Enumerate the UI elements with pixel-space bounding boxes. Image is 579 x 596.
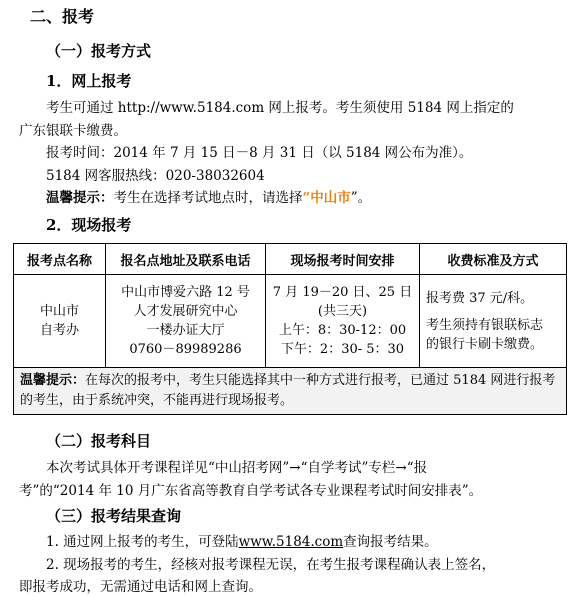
sub3-line-2: 2. 现场报考的考生，经核对报考课程无误，在考生报考课程确认表上签名， — [46, 557, 496, 573]
onsite-heading: 2．现场报考 — [46, 216, 132, 234]
cell-fee — [420, 275, 567, 368]
tip-city: 中山市 — [310, 190, 351, 206]
sub3-line-1-pre: 1. 通过网上报考的考生，可登陆 — [46, 534, 239, 550]
fee-line: 的银行卡刷卡缴费。 — [426, 336, 544, 352]
tip-open-quote: “ — [302, 190, 311, 206]
online-line-2: 广东银联卡缴费。 — [19, 123, 127, 139]
tip-text: 考生在选择考试地点时，请选择 — [113, 190, 303, 206]
sub1-title: （一）报考方式 — [46, 42, 152, 60]
fee-line: 报考费 37 元/科。 — [426, 290, 534, 306]
sub2-line-2: 考”的“2014 年 10 月广东省高等教育自学考试各专业课程考试时间安排表”。 — [19, 483, 483, 499]
header-cell: 现场报考时间安排 — [266, 244, 420, 275]
phone-line: 0760－89989286 — [129, 342, 242, 357]
time-line: 下午：2：30- 5：30 — [280, 342, 405, 357]
time-line: 7 月 19－20 日、25 日 — [272, 285, 413, 300]
note-label: 温馨提示： — [20, 373, 86, 388]
note-text: 在每次的报考中，考生只能选择其中一种方式进行报考，已通过 5184 网进行报考的考生，由于系统冲突，不能再进行现场报考。 — [20, 373, 556, 408]
onsite-table — [13, 243, 567, 415]
sub2-line-1: 本次考试具体开考课程详见“中山招考网”→“自学考试”专栏→“报 — [46, 460, 428, 476]
sub3-line-1 — [46, 530, 438, 550]
cell-address — [106, 275, 266, 368]
tip-label: 温馨提示： — [46, 190, 114, 206]
table-header-row — [14, 244, 567, 275]
online-line-4: 5184 网客服热线：020-38032604 — [46, 168, 265, 184]
query-link[interactable]: www.5184.com — [238, 534, 344, 550]
header-cell: 报名点地址及联系电话 — [106, 244, 266, 275]
section-title: 二、报考 — [30, 7, 95, 26]
online-heading: 1．网上报考 — [46, 72, 132, 90]
address-line: 中山市博爱六路 12 号 — [121, 285, 250, 300]
site-name-line: 中山市 — [39, 304, 79, 319]
online-tip — [46, 186, 371, 206]
online-line-1: 考生可通过 http://www.5184.com 网上报考。考生须使用 5184 网上指定的 — [46, 100, 514, 116]
header-cell: 收费标准及方式 — [420, 244, 567, 275]
address-line: 人才发展研究中心 — [133, 304, 238, 319]
tip-close-quote: ”。 — [350, 190, 372, 206]
cell-time — [266, 275, 420, 368]
sub3-title: （三）报考结果查询 — [46, 507, 182, 525]
fee-line: 考生须持有银联标志 — [426, 317, 544, 333]
online-line-3: 报考时间：2014 年 7 月 15 日－8 月 31 日（以 5184 网公布为准）。 — [46, 145, 473, 161]
sub2-title: （二）报考科目 — [46, 432, 152, 450]
table-note-row — [14, 368, 567, 415]
site-name-line: 自考办 — [39, 323, 79, 338]
time-line: 上午：8：30-12：00 — [278, 323, 407, 338]
table-note — [14, 368, 567, 415]
time-line: (共三天) — [317, 304, 368, 319]
address-line: 一楼办证大厅 — [146, 323, 225, 338]
header-cell: 报考点名称 — [14, 244, 106, 275]
sub3-line-1-post: 查询报考结果。 — [343, 534, 438, 550]
table-row — [14, 275, 567, 368]
cell-site-name — [14, 275, 106, 368]
sub3-line-3: 即报考成功，无需通过电话和网上查询。 — [19, 579, 262, 595]
